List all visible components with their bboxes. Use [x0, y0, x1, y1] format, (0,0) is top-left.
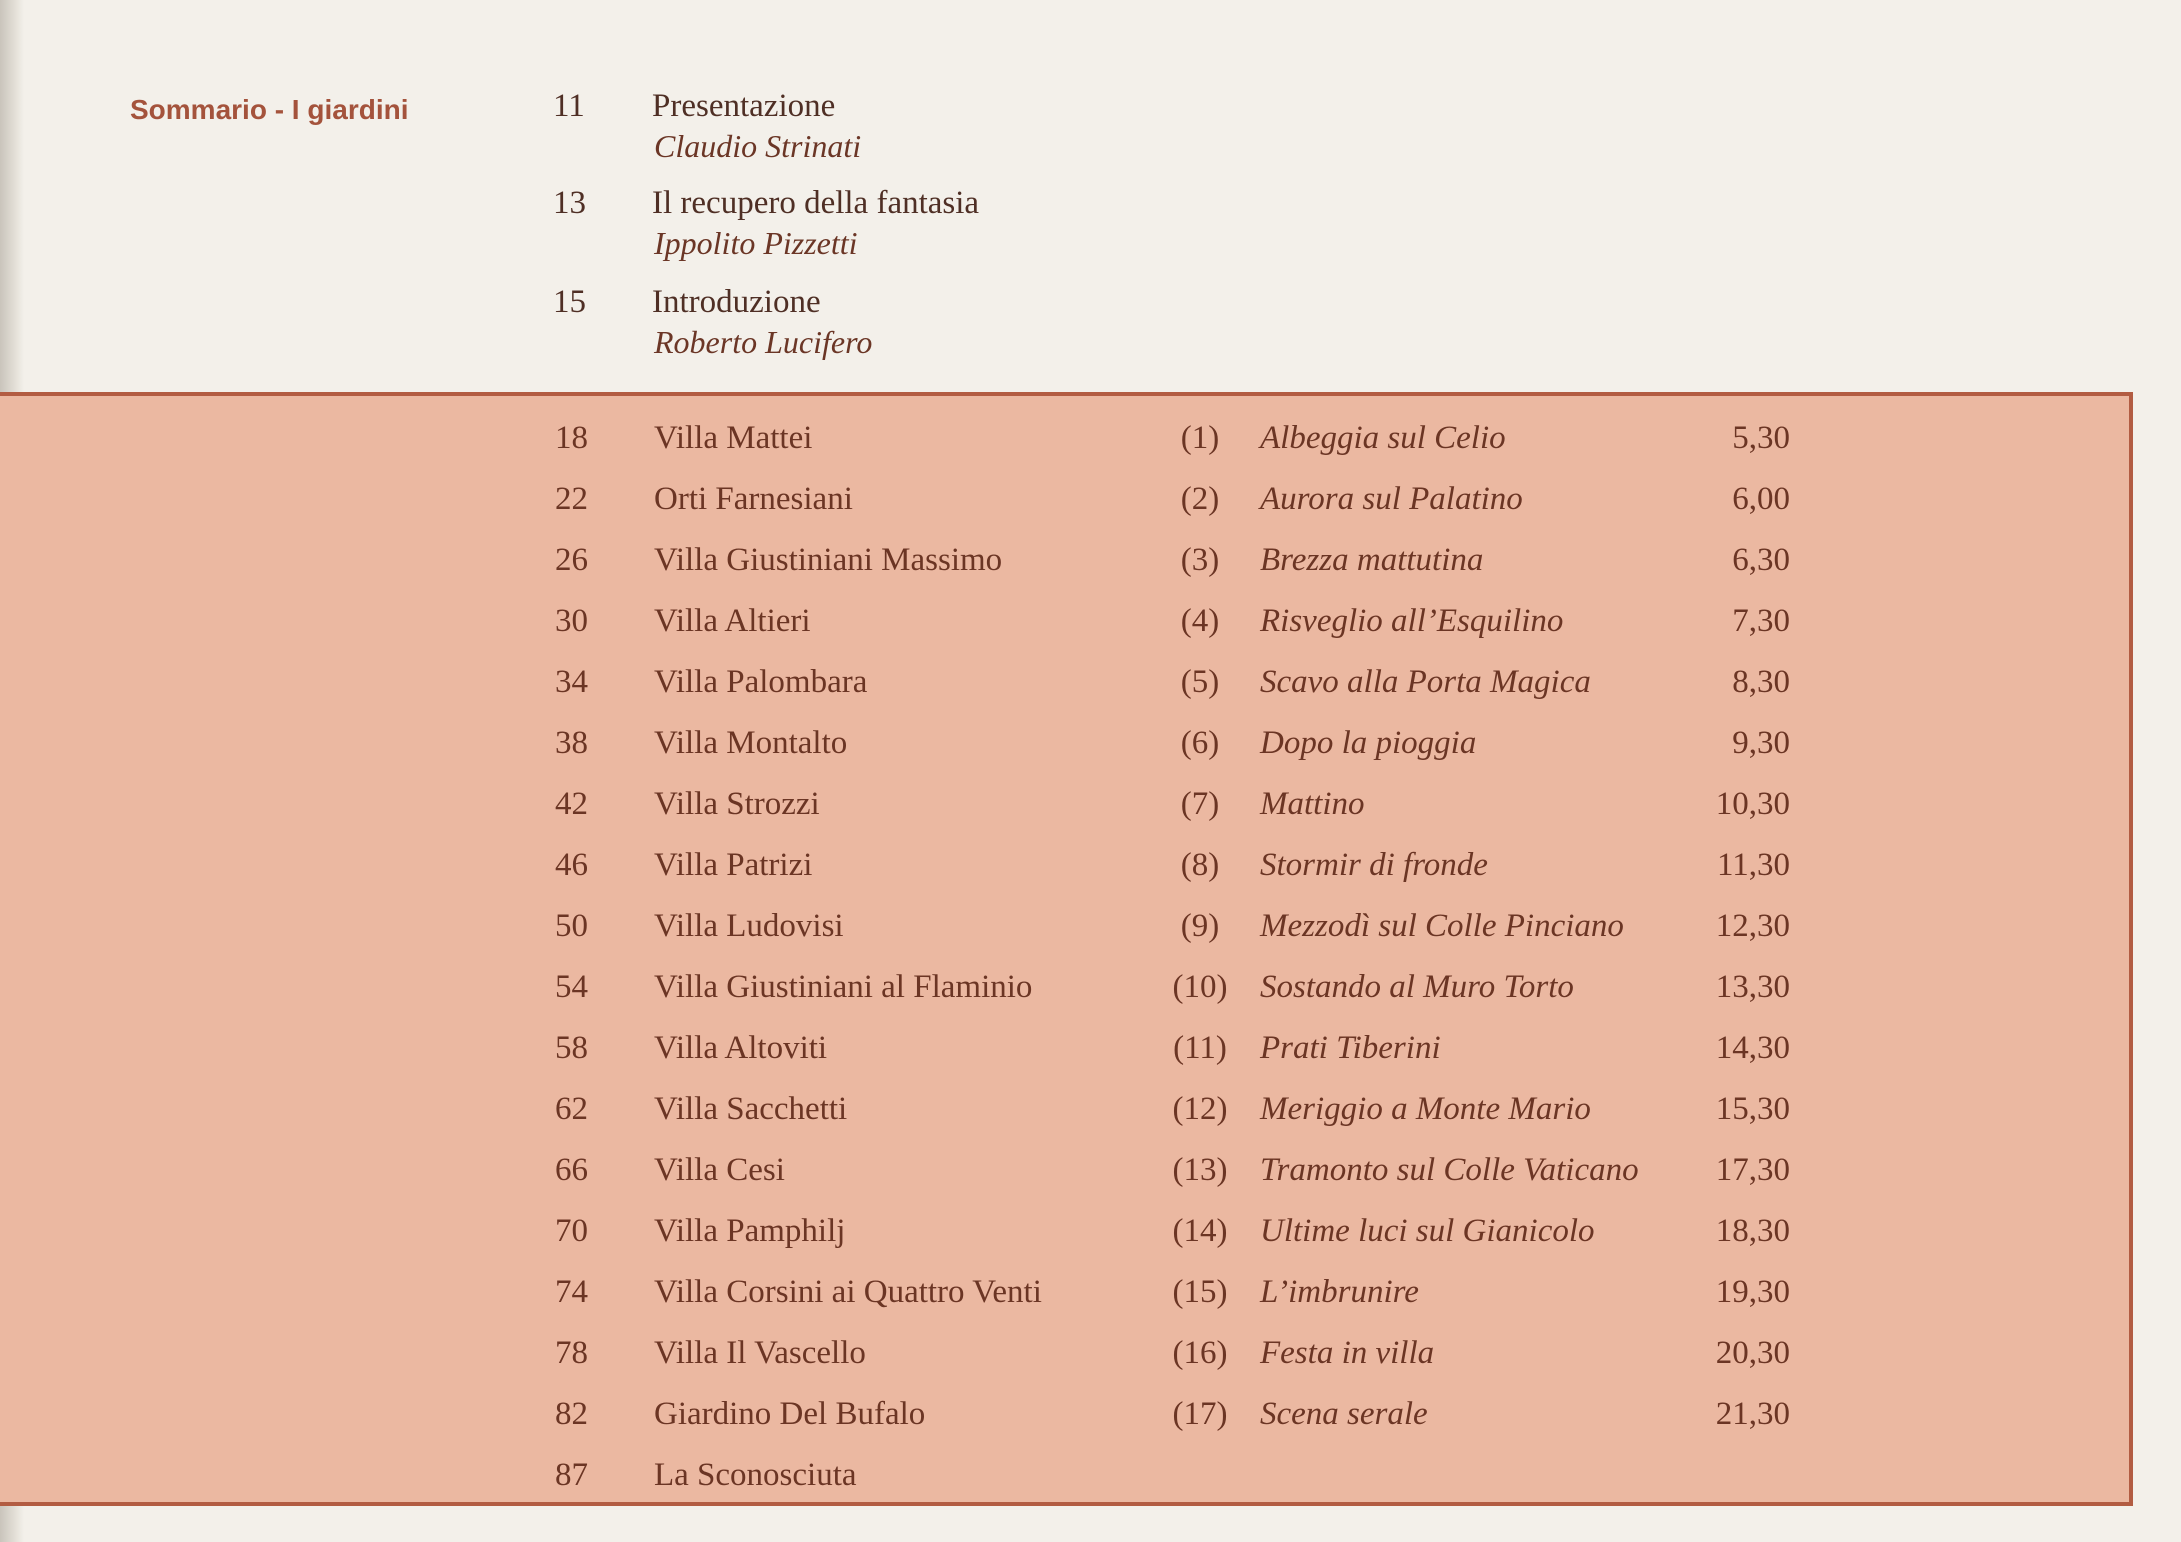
garden-row: [0, 1030, 2130, 1090]
piece-title: Tramonto sul Colle Vaticano: [1260, 1152, 1639, 1188]
garden-page-number: 30: [555, 603, 588, 639]
intro-page-number: 13: [553, 185, 586, 221]
piece-title: Ultime luci sul Gianicolo: [1260, 1213, 1595, 1249]
garden-row: [0, 542, 2130, 602]
piece-number: (10): [1172, 969, 1228, 1005]
garden-name: Villa Sacchetti: [654, 1091, 848, 1127]
piece-time: 5,30: [1732, 420, 1790, 456]
piece-time: 15,30: [1715, 1091, 1790, 1127]
piece-time: 10,30: [1715, 786, 1790, 822]
intro-entry: [0, 185, 1200, 275]
piece-time: 18,30: [1715, 1213, 1790, 1249]
garden-row: [0, 1274, 2130, 1334]
garden-row: [0, 420, 2130, 480]
piece-number: (9): [1180, 908, 1220, 944]
piece-time: 11,30: [1716, 847, 1790, 883]
intro-title: Il recupero della fantasia: [652, 185, 980, 221]
garden-page-number: 38: [555, 725, 588, 761]
garden-page-number: 74: [555, 1274, 588, 1310]
intro-author: Claudio Strinati: [654, 128, 862, 164]
piece-title: L’imbrunire: [1260, 1274, 1419, 1310]
garden-row: [0, 1335, 2130, 1395]
piece-title: Brezza mattutina: [1260, 542, 1484, 578]
intro-title: Introduzione: [652, 284, 821, 320]
garden-name: Villa Palombara: [654, 664, 868, 700]
garden-name: Villa Il Vascello: [654, 1335, 866, 1371]
piece-number: (12): [1172, 1091, 1228, 1127]
intro-page-number: 11: [553, 88, 585, 124]
piece-title: Dopo la pioggia: [1260, 725, 1477, 761]
garden-page-number: 26: [555, 542, 588, 578]
garden-name: Villa Altieri: [654, 603, 811, 639]
garden-page-number: 58: [555, 1030, 588, 1066]
garden-page-number: 54: [555, 969, 588, 1005]
piece-number: (17): [1172, 1396, 1228, 1432]
garden-name: La Sconosciuta: [654, 1457, 857, 1493]
garden-name: Villa Mattei: [654, 420, 813, 456]
piece-number: (7): [1180, 786, 1220, 822]
garden-row: [0, 603, 2130, 663]
garden-row: [0, 1152, 2130, 1212]
piece-number: (4): [1180, 603, 1220, 639]
piece-title: Albeggia sul Celio: [1260, 420, 1506, 456]
garden-page-number: 66: [555, 1152, 588, 1188]
section-heading: Sommario - I giardini: [130, 94, 409, 125]
garden-row: [0, 1396, 2130, 1456]
piece-title: Meriggio a Monte Mario: [1260, 1091, 1591, 1127]
piece-number: (11): [1173, 1030, 1227, 1066]
piece-number: (5): [1180, 664, 1220, 700]
garden-name: Villa Cesi: [654, 1152, 785, 1188]
piece-time: 13,30: [1715, 969, 1790, 1005]
garden-row: [0, 725, 2130, 785]
garden-page-number: 50: [555, 908, 588, 944]
garden-row: [0, 664, 2130, 724]
piece-time: 6,00: [1732, 481, 1790, 517]
garden-page-number: 46: [555, 847, 588, 883]
intro-author: Ippolito Pizzetti: [654, 225, 858, 261]
piece-number: (8): [1180, 847, 1220, 883]
garden-name: Villa Corsini ai Quattro Venti: [654, 1274, 1042, 1310]
piece-number: (15): [1172, 1274, 1228, 1310]
piece-number: (16): [1172, 1335, 1228, 1371]
garden-row: [0, 908, 2130, 968]
piece-number: (1): [1180, 420, 1220, 456]
garden-page-number: 34: [555, 664, 588, 700]
garden-row: [0, 1457, 2130, 1517]
garden-page-number: 42: [555, 786, 588, 822]
garden-name: Villa Ludovisi: [654, 908, 844, 944]
piece-time: 21,30: [1715, 1396, 1790, 1432]
garden-name: Villa Pamphilj: [654, 1213, 846, 1249]
piece-title: Scavo alla Porta Magica: [1260, 664, 1591, 700]
garden-row: [0, 847, 2130, 907]
piece-title: Scena serale: [1260, 1396, 1428, 1432]
piece-number: (3): [1180, 542, 1220, 578]
garden-name: Villa Giustiniani al Flaminio: [654, 969, 1033, 1005]
intro-author: Roberto Lucifero: [654, 324, 873, 360]
garden-page-number: 87: [555, 1457, 588, 1493]
garden-name: Villa Altoviti: [654, 1030, 828, 1066]
garden-row: [0, 1091, 2130, 1151]
garden-page-number: 78: [555, 1335, 588, 1371]
garden-page-number: 70: [555, 1213, 588, 1249]
garden-name: Villa Giustiniani Massimo: [654, 542, 1003, 578]
intro-entry: [0, 88, 1200, 178]
garden-row: [0, 969, 2130, 1029]
garden-row: [0, 786, 2130, 846]
piece-time: 19,30: [1715, 1274, 1790, 1310]
garden-name: Giardino Del Bufalo: [654, 1396, 926, 1432]
intro-page-number: 15: [553, 284, 586, 320]
piece-time: 17,30: [1715, 1152, 1790, 1188]
garden-name: Villa Montalto: [654, 725, 848, 761]
garden-page-number: 18: [555, 420, 588, 456]
piece-title: Mattino: [1260, 786, 1365, 822]
piece-number: (6): [1180, 725, 1220, 761]
intro-entry: [0, 284, 1200, 374]
piece-number: (13): [1172, 1152, 1228, 1188]
piece-title: Mezzodì sul Colle Pinciano: [1260, 908, 1624, 944]
piece-time: 9,30: [1732, 725, 1790, 761]
garden-page-number: 22: [555, 481, 588, 517]
intro-title: Presentazione: [652, 88, 836, 124]
garden-name: Orti Farnesiani: [654, 481, 853, 517]
garden-row: [0, 1213, 2130, 1273]
piece-time: 7,30: [1732, 603, 1790, 639]
piece-time: 8,30: [1732, 664, 1790, 700]
piece-title: Aurora sul Palatino: [1260, 481, 1523, 517]
piece-time: 6,30: [1732, 542, 1790, 578]
piece-title: Festa in villa: [1260, 1335, 1435, 1371]
garden-name: Villa Strozzi: [654, 786, 820, 822]
piece-number: (2): [1180, 481, 1220, 517]
piece-title: Prati Tiberini: [1260, 1030, 1441, 1066]
piece-number: (14): [1172, 1213, 1228, 1249]
garden-page-number: 62: [555, 1091, 588, 1127]
piece-time: 14,30: [1715, 1030, 1790, 1066]
piece-title: Stormir di fronde: [1260, 847, 1488, 883]
garden-name: Villa Patrizi: [654, 847, 813, 883]
piece-title: Sostando al Muro Torto: [1260, 969, 1574, 1005]
piece-time: 12,30: [1715, 908, 1790, 944]
piece-title: Risveglio all’Esquilino: [1260, 603, 1564, 639]
piece-time: 20,30: [1715, 1335, 1790, 1371]
garden-page-number: 82: [555, 1396, 588, 1432]
garden-row: [0, 481, 2130, 541]
